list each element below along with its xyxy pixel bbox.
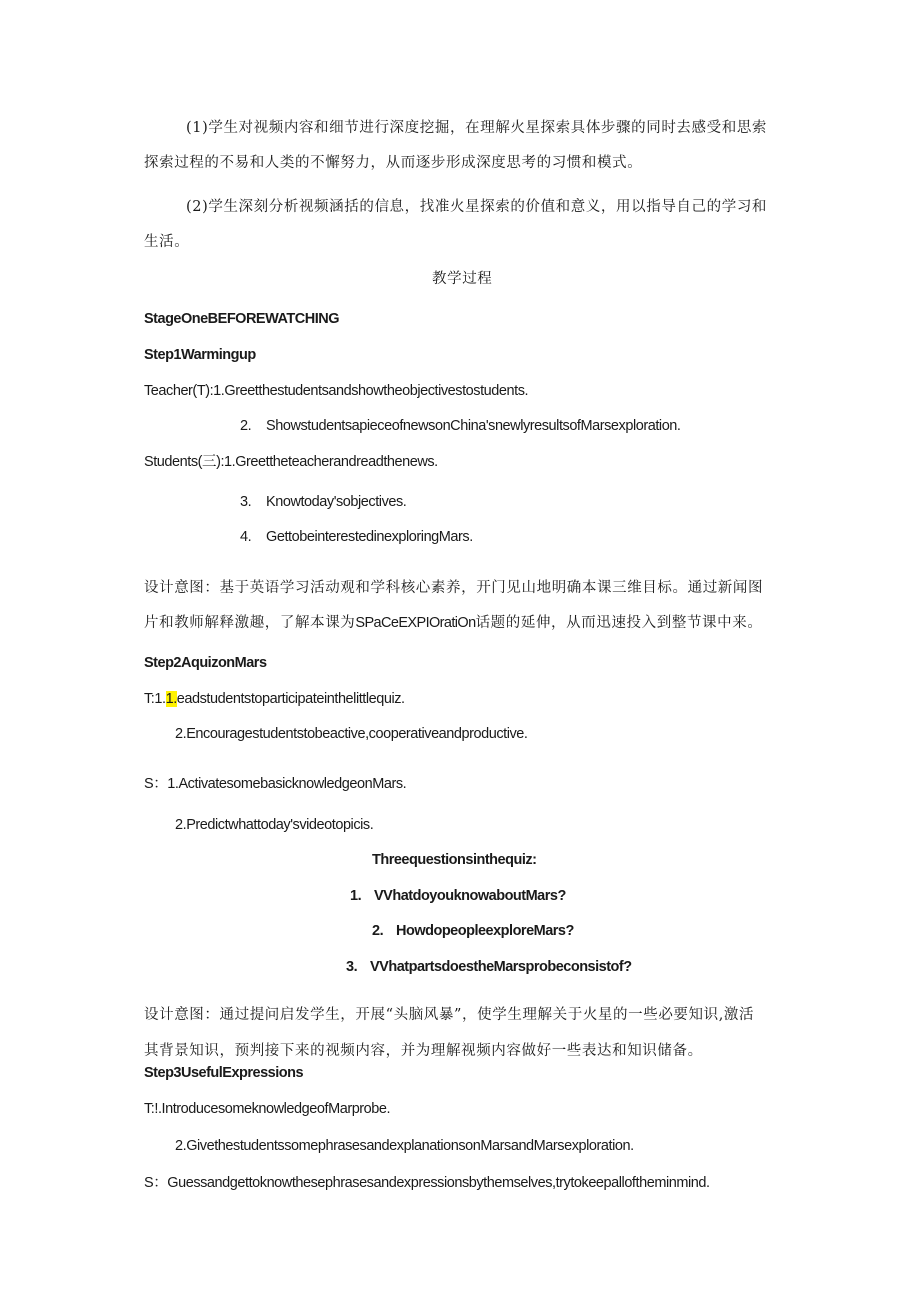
quiz-question-2 [372, 921, 574, 941]
list-text: Knowtoday'sobjectives. [266, 494, 407, 510]
list-number: 1. [350, 888, 362, 904]
step1-teacher-item-2 [240, 416, 681, 436]
objective-1-line-2: 探索过程的不易和人类的不懈努力，从而逐步形成深度思考的习惯和模式。 [144, 155, 643, 171]
list-number: 2. [240, 418, 252, 434]
step1-students-item-3 [240, 492, 406, 512]
quiz-question-3 [346, 957, 632, 977]
step2-students-item-1: S：1.ActivatesomebasicknowledgeonMars. [144, 776, 407, 792]
step3-teacher-item-1: T:!.IntroducesomeknowledgeofMarprobe. [144, 1101, 391, 1117]
step3-teacher-item-2: 2.GivethestudentssomephrasesandexplanationsonMarsandMarsexploration. [175, 1138, 634, 1154]
list-text: GettobeinterestedinexploringMars. [266, 529, 473, 545]
list-number: 4. [240, 529, 252, 545]
design-term: SPaCeEXPIOratiOn [355, 615, 476, 631]
list-number: 2. [372, 923, 384, 939]
design-text: 片和教师解释激趣，了解本课为 [144, 615, 356, 631]
step3-students-line: S：Guessandgettoknowthesephrasesandexpressionsbythemselves,trytokeepalloftheminmind. [144, 1175, 710, 1191]
highlighted-text: 1. [165, 691, 177, 707]
step2-teacher-item-1 [144, 689, 405, 709]
step1-students-item-4 [240, 527, 473, 547]
question-text: VVhatdoyouknowaboutMars? [374, 888, 566, 904]
step1-teacher-line: Teacher(T):1.Greetthestudentsandshowtheobjectivestostudents. [144, 383, 529, 399]
step1-students-line: Students(三):1.Greettheteacherandreadthenews. [144, 454, 438, 470]
step2-design-line-1: 设计意图：通过提问启发学生，开展“头脑风暴”，使学生理解关于火星的一些必要知识,激活 [144, 1007, 755, 1023]
quiz-question-1 [350, 886, 566, 906]
step2-title: Step2AquizonMars [144, 655, 267, 671]
section-title: 教学过程 [432, 271, 493, 287]
teacher-text: eadstudentstoparticipateinthelittlequiz. [176, 691, 405, 707]
list-text: ShowstudentsapieceofnewsonChina'snewlyresultsofMarsexploration. [266, 418, 681, 434]
step1-design-line-2 [144, 613, 762, 633]
step2-teacher-item-2: 2.Encouragestudentstobeactive,cooperativeandproductive. [175, 726, 528, 742]
question-text: VVhatpartsdoestheMarsprobeconsistof? [370, 959, 632, 975]
step1-title: Step1Warmingup [144, 347, 256, 363]
teacher-prefix: T:1. [144, 691, 166, 707]
objective-1-line-1: (1)学生对视频内容和细节进行深度挖掘，在理解火星探索具体步骤的同时去感受和思索 [186, 120, 768, 136]
objective-2-line-1: (2)学生深刻分析视频涵括的信息，找准火星探索的价值和意义，用以指导自己的学习和 [186, 199, 768, 215]
quiz-heading: Threequestionsinthequiz: [372, 852, 537, 868]
step2-design-line-2: 其背景知识，预判接下来的视频内容，并为理解视频内容做好一些表达和知识储备。 [144, 1043, 703, 1059]
step3-title: Step3UsefulExpressions [144, 1065, 304, 1081]
objective-2-line-2: 生活。 [144, 234, 190, 250]
list-number: 3. [240, 494, 252, 510]
step2-students-item-2: 2.Predictwhattoday'svideotopicis. [175, 817, 374, 833]
design-text: 话题的延伸，从而迅速投入到整节课中来。 [475, 615, 763, 631]
step1-design-line-1: 设计意图：基于英语学习活动观和学科核心素养，开门见山地明确本课三维目标。通过新闻图 [144, 580, 764, 596]
question-text: HowdopeopleexploreMars? [396, 923, 574, 939]
stage-one-title: StageOneBEFOREWATCHING [144, 311, 339, 327]
list-number: 3. [346, 959, 358, 975]
